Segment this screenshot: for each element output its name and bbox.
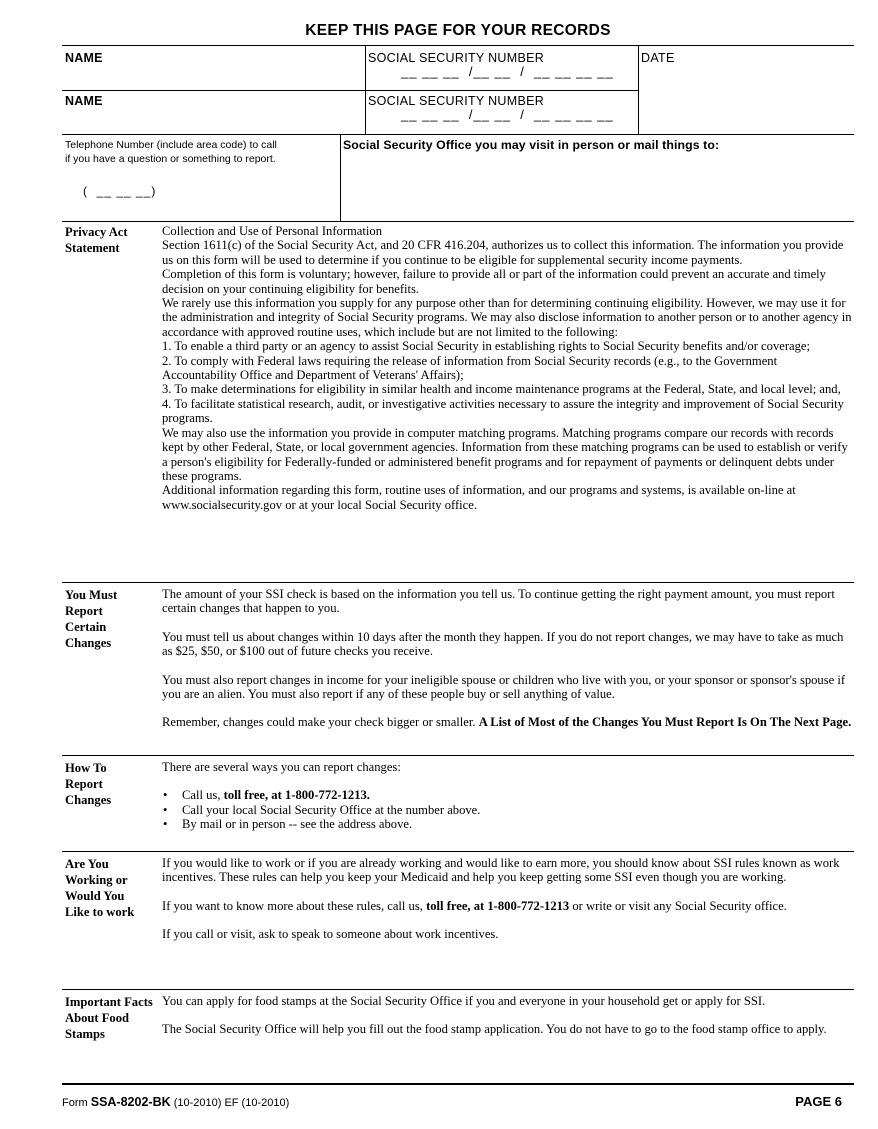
form-id: SSA-8202-BK bbox=[90, 1095, 171, 1109]
identification-grid bbox=[62, 45, 854, 222]
grid-divider bbox=[62, 134, 854, 135]
date-field[interactable] bbox=[641, 51, 851, 131]
text-run: Call us, bbox=[182, 788, 224, 803]
grid-divider bbox=[638, 46, 639, 134]
page-footer bbox=[62, 1083, 854, 1109]
privacy-line: Section 1611(c) of the Social Security Act, and 20 CFR 416.204, authorizes us to collect this information. The information you provide us on this form will be used to determine if you continue to be eligible for supplemental security income payments. bbox=[162, 238, 844, 267]
privacy-line: Completion of this form is voluntary; however, failure to provide all or part of the information could prevent an accurate and timely decision on your continuing eligibility for benefits. bbox=[162, 267, 826, 296]
name-field-1[interactable] bbox=[65, 51, 355, 89]
office-label: Social Security Office you may visit in person or mail things to: bbox=[343, 138, 720, 152]
privacy-line: We may also use the information you provide in computer matching programs. Matching programs compare our records with records kept by other Federal, State, or local government agencies. Information from these matching programs can be used to establish or verify a person's eligibility for Federally-funded or administered benefit programs and for repayment of payments or delinquent debts under these programs. bbox=[162, 425, 848, 483]
section-label: Important Facts About Food Stamps bbox=[65, 995, 153, 1041]
form-word: Form bbox=[62, 1097, 88, 1109]
section-label: Are You Working or Would You Like to work bbox=[65, 857, 135, 919]
text-run: If you want to know more about these rules, call us, bbox=[162, 898, 427, 913]
paragraph: You must also report changes in income for your ineligible spouse or children who live with you, or your sponsor or sponsor's spouse if you are an alien. You must also report if any of these people buy or sell anything of value. bbox=[162, 672, 846, 702]
privacy-line: 3. To make determinations for eligibility in similar health and income maintenance programs at the Federal, State, and local level; and, bbox=[162, 382, 841, 397]
report-changes-section bbox=[62, 583, 854, 755]
privacy-line: 4. To facilitate statistical research, audit, or investigative activities necessary to assure the integrity and improvement of Social Security programs. bbox=[162, 396, 844, 426]
paragraph: If you call or visit, ask to speak to someone about work incentives. bbox=[162, 927, 499, 942]
name-label: NAME bbox=[65, 51, 103, 65]
name-label: NAME bbox=[65, 94, 103, 108]
text-run-bold: A List of Most of the Changes You Must Report Is On The Next Page. bbox=[478, 715, 852, 730]
ssn-label: SOCIAL SECURITY NUMBER bbox=[368, 51, 545, 65]
section-body bbox=[162, 760, 852, 832]
phone-blank: ( __ __ __) bbox=[83, 184, 157, 198]
bullet-list bbox=[162, 788, 852, 831]
section-body bbox=[162, 224, 852, 512]
form-date: (10-2010) EF (10-2010) bbox=[173, 1097, 290, 1109]
office-address-field[interactable] bbox=[343, 138, 851, 218]
section-label: Privacy Act Statement bbox=[65, 225, 128, 255]
ssn-field-1[interactable] bbox=[368, 51, 634, 89]
text-run-bold: toll free, at 1-800-772-1213. bbox=[223, 788, 370, 803]
privacy-line: We rarely use this information you supply for any purpose other than for determining continuing eligibility. However, we may use it for the administration and integrity of Social Security programs. We may also disclose information to another person or to another agency in accordance with approved routine uses, which include but are not limited to the following: bbox=[162, 296, 852, 339]
paragraph: You can apply for food stamps at the Social Security Office if you and everyone in your household get or apply for SSI. bbox=[162, 994, 766, 1008]
section-body bbox=[162, 587, 852, 730]
date-label: DATE bbox=[641, 51, 675, 65]
privacy-line: 1. To enable a third party or an agency to assist Social Security in establishing rights to Social Security benefits and/or coverage; bbox=[162, 339, 810, 354]
privacy-line: Collection and Use of Personal Information bbox=[162, 224, 382, 238]
text-run: Remember, changes could make your check bigger or smaller. bbox=[162, 715, 479, 730]
paragraph: There are several ways you can report changes: bbox=[162, 760, 401, 774]
phone-label: Telephone Number (include area code) to call bbox=[65, 139, 277, 151]
ssn-field-2[interactable] bbox=[368, 94, 634, 132]
list-item: • By mail or in person -- see the address above. bbox=[162, 817, 852, 831]
paragraph bbox=[162, 899, 852, 913]
food-stamps-section bbox=[62, 990, 854, 1080]
ssn-blank: __ __ __ /__ __ / __ __ __ __ bbox=[401, 107, 614, 122]
ssn-label: SOCIAL SECURITY NUMBER bbox=[368, 94, 545, 108]
paragraph bbox=[162, 715, 852, 729]
name-field-2[interactable] bbox=[65, 94, 355, 132]
page-number: PAGE 6 bbox=[795, 1094, 842, 1109]
page-title: KEEP THIS PAGE FOR YOUR RECORDS bbox=[305, 22, 611, 39]
work-incentives-section bbox=[62, 852, 854, 989]
phone-field[interactable] bbox=[65, 138, 337, 218]
section-body bbox=[162, 994, 852, 1037]
paragraph: The Social Security Office will help you fill out the food stamp application. You do not have to go to the food stamp office to apply. bbox=[162, 1022, 827, 1037]
how-to-report-section bbox=[62, 756, 854, 851]
form-identifier bbox=[62, 1095, 289, 1109]
privacy-line: 2. To comply with Federal laws requiring the release of information from Social Security records (e.g., to the Government Accountability Office and Department of Veterans' Affairs); bbox=[162, 353, 778, 383]
privacy-line: Additional information regarding this form, routine uses of information, and our programs and systems, is available on-line at www.socialsecurity.gov or at your local Social Security office. bbox=[162, 483, 796, 512]
paragraph: The amount of your SSI check is based on the information you tell us. To continue getting the right payment amount, you must report certain changes that happen to you. bbox=[162, 587, 835, 616]
grid-divider bbox=[365, 90, 638, 91]
grid-divider bbox=[62, 90, 365, 91]
text-run: or write or visit any Social Security office. bbox=[569, 898, 787, 913]
grid-divider bbox=[340, 134, 341, 221]
ssn-blank: __ __ __ /__ __ / __ __ __ __ bbox=[401, 64, 614, 79]
paragraph: You must tell us about changes within 10 days after the month they happen. If you do not report changes, we may have to take as much as $25, $50, or $100 out of future checks you receive. bbox=[162, 629, 844, 659]
section-body bbox=[162, 856, 852, 942]
paragraph: If you would like to work or if you are already working and would like to earn more, you should know about SSI rules known as work incentives. These rules can help you keep your Medicaid and help you keep getting some SSI even though you are working. bbox=[162, 856, 840, 885]
section-label: You Must Report Certain Changes bbox=[65, 588, 118, 650]
phone-label: if you have a question or something to report. bbox=[65, 153, 276, 165]
list-item bbox=[162, 788, 852, 802]
list-item: • Call your local Social Security Office at the number above. bbox=[162, 803, 852, 817]
section-label: How To Report Changes bbox=[65, 761, 112, 807]
privacy-act-section bbox=[62, 220, 854, 582]
text-run-bold: toll free, at 1-800-772-1213 bbox=[426, 898, 570, 913]
